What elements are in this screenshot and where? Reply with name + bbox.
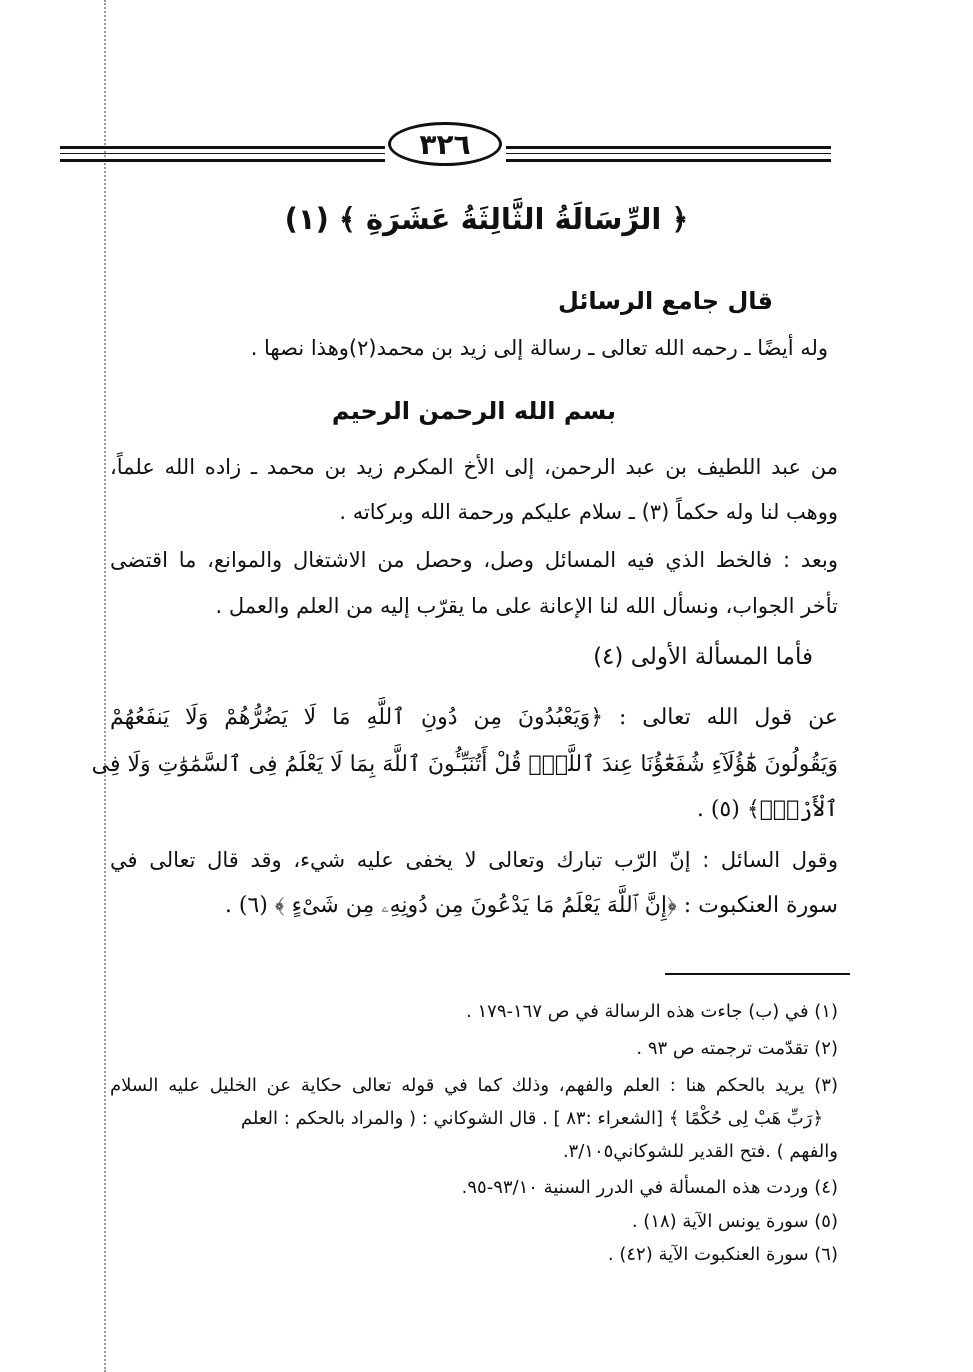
scan-margin-line xyxy=(104,0,106,1372)
body-line: سورة العنكبوت : ﴿إِنَّ ٱللَّهَ يَعْلَمُ مَا يَدْعُونَ مِن دُونِهِۦ مِن شَىْءٍ ﴾ (٦) . xyxy=(224,893,838,918)
body-line: وبعد : فالخط الذي فيه المسائل وصل، وحصل من الاشتغال والموانع، ما اقتضى xyxy=(110,548,838,572)
header-rule-right-thin xyxy=(506,153,831,154)
quran-verse-line: ٱلْأَرْضِۚ﴾ (٥) . xyxy=(696,797,838,822)
header-rule-left-thick-2 xyxy=(60,159,385,162)
footnote-separator xyxy=(665,973,850,975)
footnote: ﴿رَبِّ هَبْ لِى حُكْمًا ﴾ [الشعراء :٨٣ ] . قال الشوكاني : ( والمراد بالحكم : العلم xyxy=(240,1108,823,1129)
quran-verse-line: عن قول الله تعالى : ﴿وَيَعْبُدُونَ مِن دُونِ ٱللَّهِ مَا لَا يَضُرُّهُمْ وَلَا يَنفَعُهُمْ xyxy=(110,705,838,730)
page-number-badge xyxy=(388,122,502,166)
footnote: (٥) سورة يونس الآية (١٨) . xyxy=(631,1211,838,1232)
page-number: ٣٢٦ xyxy=(419,127,471,161)
basmala: بسم الله الرحمن الرحيم xyxy=(331,397,617,425)
body-line: ووهب لنا وله حكماً (٣) ـ سلام عليكم ورحمة الله وبركاته . xyxy=(339,500,838,524)
header-rule-right-thick-2 xyxy=(506,159,831,162)
quran-verse-line: وَيَقُولُونَ هَٰٓؤُلَآءِ شُفَعَٰٓؤُنَا عِندَ ٱللَّهِۚ قُلْ أَتُنَبِّـُٔونَ ٱللَّهَ بِمَا لَا يَعْلَمُ فِى ٱلسَّمَٰوَٰتِ وَلَا فِى xyxy=(91,752,838,777)
question-heading: فأما المسألة الأولى (٤) xyxy=(593,644,813,670)
body-line: من عبد اللطيف بن عبد الرحمن، إلى الأخ المكرم زيد بن محمد ـ زاده الله علماً، xyxy=(110,455,838,479)
body-line: وقول السائل : إنّ الرّب تبارك وتعالى لا يخفى عليه شيء، وقد قال تعالى في xyxy=(110,848,838,872)
footnote: (٦) سورة العنكبوت الآية (٤٢) . xyxy=(607,1244,838,1265)
header-rule-left-thin xyxy=(60,153,385,154)
footnote: (٤) وردت هذه المسألة في الدرر السنية ٩٣/١٠-٩٥. xyxy=(461,1177,838,1198)
header-rule-left-thick xyxy=(60,146,385,149)
footnote: (٣) يريد بالحكم هنا : العلم والفهم، وذلك كما في قوله تعالى حكاية عن الخليل عليه السلام xyxy=(110,1075,838,1096)
footnote: (٢) تقدّمت ترجمته ص ٩٣ . xyxy=(636,1038,838,1059)
compiler-heading: قال جامع الرسائل xyxy=(557,287,773,315)
footnote: (١) في (ب) جاءت هذه الرسالة في ص ١٦٧-١٧٩ . xyxy=(466,1001,838,1022)
chapter-title: ﴿ الرِّسَالَةُ الثَّالِثَةُ عَشَرَةِ ﴾ (١) xyxy=(284,202,689,236)
body-line: تأخر الجواب، ونسأل الله لنا الإعانة على ما يقرّب إليه من العلم والعمل . xyxy=(215,594,838,618)
footnote: والفهم ) .فتح القدير للشوكاني٣/١٠٥. xyxy=(562,1141,838,1162)
header-rule-right-thick xyxy=(506,146,831,149)
intro-line: وله أيضًا ـ رحمه الله تعالى ـ رسالة إلى زيد بن محمد(٢)وهذا نصها . xyxy=(250,336,828,360)
